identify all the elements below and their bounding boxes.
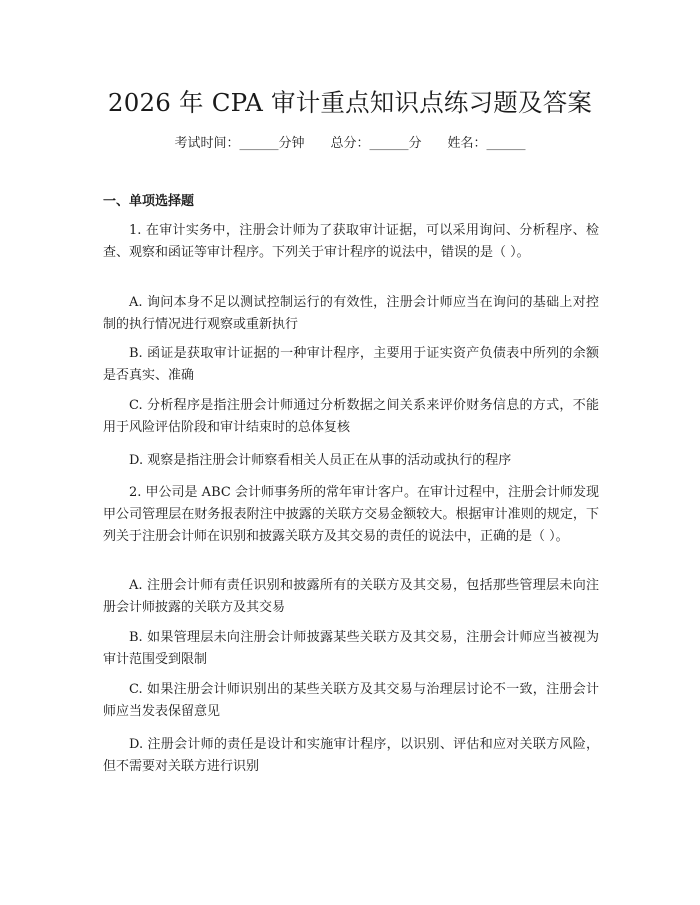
- question-1-stem: 1. 在审计实务中，注册会计师为了获取审计证据，可以采用询问、分析程序、检查、观察和函证等审计程序。下列关于审计程序的说法中，错误的是（ ）。: [103, 223, 599, 260]
- question-1-option-d: D. 观察是指注册会计师察看相关人员正在从事的活动或执行的程序: [129, 453, 512, 468]
- name-field: 姓名：______: [447, 136, 526, 151]
- exam-time-field: 考试时间：______分钟: [174, 136, 305, 151]
- question-1-option-c: C. 分析程序是指注册会计师通过分析数据之间关系来评价财务信息的方式，不能用于风险评估阶段和审计结束时的总体复核: [103, 398, 599, 435]
- question-2-stem: 2. 甲公司是 ABC 会计师事务所的常年审计客户。在审计过程中，注册会计师发现甲公司管理层在财务报表附注中披露的关联方交易金额较大。根据审计准则的规定，下列关于注册会计师在识别和披露关联方及其交易的责任的说法中，正确的是（ ）。: [103, 485, 599, 544]
- question-1-option-b: B. 函证是获取审计证据的一种审计程序，主要用于证实资产负债表中所列的余额是否真实、准确: [103, 346, 599, 383]
- question-2-option-b: B. 如果管理层未向注册会计师披露某些关联方及其交易，注册会计师应当被视为审计范围受到限制: [103, 630, 599, 667]
- total-score-field: 总分：______分: [330, 136, 422, 151]
- question-1-option-a: A. 询问本身不足以测试控制运行的有效性，注册会计师应当在询问的基础上对控制的执行情况进行观察或重新执行: [103, 295, 599, 332]
- section-heading-single-choice: 一、单项选择题: [103, 194, 195, 209]
- question-2-option-a: A. 注册会计师有责任识别和披露所有的关联方及其交易，包括那些管理层未向注册会计师披露的关联方及其交易: [103, 578, 599, 615]
- exam-meta-line: [0, 132, 700, 151]
- question-2-option-c: C. 如果注册会计师识别出的某些关联方及其交易与治理层讨论不一致，注册会计师应当发表保留意见: [103, 682, 599, 719]
- page-title: 2026 年 CPA 审计重点知识点练习题及答案: [107, 88, 593, 117]
- question-2-option-d: D. 注册会计师的责任是设计和实施审计程序，以识别、评估和应对关联方风险，但不需要对关联方进行识别: [103, 737, 599, 774]
